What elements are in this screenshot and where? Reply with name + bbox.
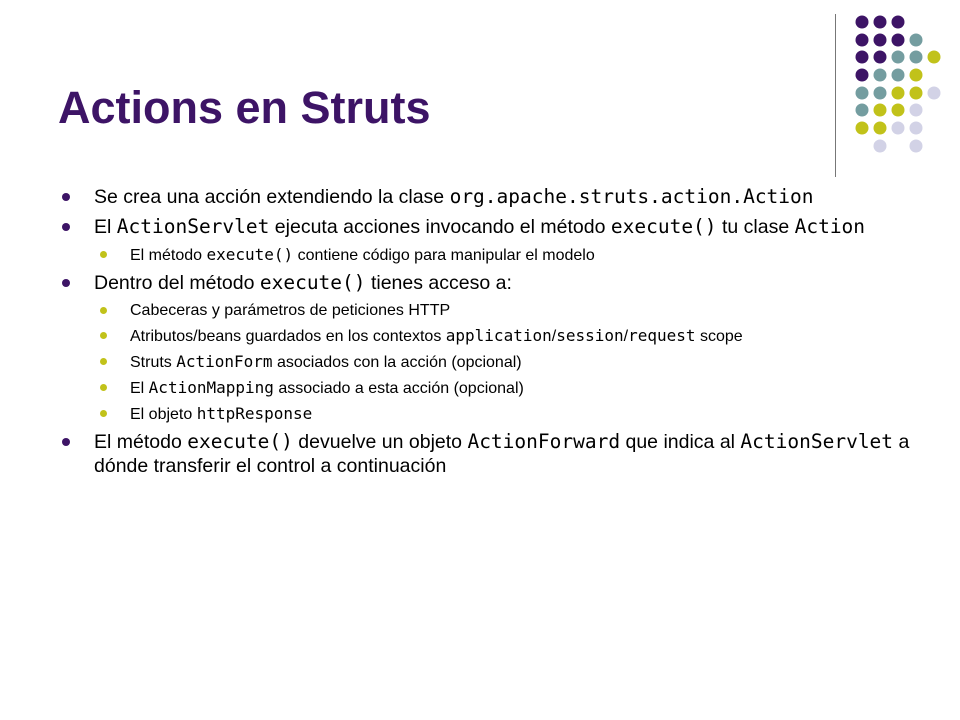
decorative-dot	[874, 69, 887, 82]
sub-bullet-text: Atributos/beans guardados en los contextos	[130, 328, 446, 345]
bullet-item	[60, 185, 940, 209]
decorative-dot	[892, 34, 905, 47]
code-text: application	[445, 326, 552, 345]
sub-bullet-marker	[100, 358, 107, 365]
code-text: ActionServlet	[116, 215, 270, 238]
sub-bullet-marker	[100, 332, 107, 339]
decorative-dot	[856, 87, 869, 100]
bullet-item	[60, 215, 940, 265]
bullet-item	[60, 430, 940, 478]
sub-bullet-item	[60, 326, 940, 346]
sub-bullet-marker	[100, 384, 107, 391]
code-text: execute()	[259, 271, 366, 294]
decorative-dot	[874, 51, 887, 64]
decorative-dot	[910, 104, 923, 117]
code-text: ActionServlet	[740, 430, 894, 453]
code-text: Action	[794, 215, 866, 238]
bullet-item	[60, 271, 940, 424]
vertical-divider	[835, 14, 836, 177]
slide-body	[60, 185, 940, 484]
decorative-dot	[874, 122, 887, 135]
bullet-text: tu clase	[716, 216, 795, 238]
decorative-dot	[892, 16, 905, 29]
decorative-dot	[892, 104, 905, 117]
decorative-dot	[910, 34, 923, 47]
sub-bullet-text: Struts	[130, 354, 177, 371]
code-text: ActionMapping	[148, 378, 274, 397]
decorative-dot	[874, 34, 887, 47]
decorative-dot	[856, 69, 869, 82]
decorative-dot	[910, 87, 923, 100]
decorative-dot	[856, 122, 869, 135]
decorative-dot	[892, 51, 905, 64]
decorative-dot	[856, 16, 869, 29]
sub-bullet-text: scope	[695, 328, 743, 345]
decorative-dot	[874, 104, 887, 117]
decorative-dot	[874, 16, 887, 29]
code-text: execute()	[206, 245, 294, 264]
sub-bullet-text: /	[551, 328, 557, 345]
sub-bullet-text: /	[623, 328, 629, 345]
decorative-dot	[892, 87, 905, 100]
sub-bullet-item	[60, 245, 940, 265]
bullet-text: Se crea una acción extendiendo la clase	[94, 186, 450, 208]
code-text: execute()	[610, 215, 717, 238]
sub-bullet-text: El	[130, 380, 149, 397]
decorative-dot	[892, 69, 905, 82]
bullet-text: El método	[94, 431, 188, 453]
decorative-dot	[856, 51, 869, 64]
code-text: request	[628, 326, 696, 345]
sub-bullet-text: asociados con la acción (opcional)	[272, 354, 522, 371]
decorative-dot	[910, 122, 923, 135]
code-text: ActionForm	[176, 352, 273, 371]
code-text: httpResponse	[196, 404, 313, 423]
decorative-dot	[892, 122, 905, 135]
sub-bullet-text: El método	[130, 247, 207, 264]
sub-bullet-item	[60, 301, 940, 320]
code-text: ActionForward	[467, 430, 621, 453]
decorative-dot	[928, 87, 941, 100]
decorative-dot	[910, 140, 923, 153]
decorative-dot	[874, 140, 887, 153]
decorative-dot	[874, 87, 887, 100]
sub-bullet-marker	[100, 251, 107, 258]
bullet-text: a dónde transferir el control a continuación	[94, 431, 910, 477]
sub-bullet-text: associado a esta acción (opcional)	[273, 380, 524, 397]
bullet-text: que indica al	[620, 431, 741, 453]
bullet-text: ejecuta acciones invocando el método	[269, 216, 611, 238]
decorative-dot	[928, 51, 941, 64]
slide-title: Actions en Struts	[58, 82, 431, 133]
bullet-text: Dentro del método	[94, 272, 260, 294]
bullet-marker	[62, 438, 70, 446]
bullet-marker	[62, 223, 70, 231]
decorative-dot	[910, 51, 923, 64]
decorative-dot	[910, 69, 923, 82]
bullet-marker	[62, 279, 70, 287]
code-text: execute()	[187, 430, 293, 453]
sub-bullet-marker	[100, 410, 107, 417]
bullet-text: devuelve un objeto	[292, 431, 468, 453]
decorative-dot	[856, 34, 869, 47]
code-text: org.apache.struts.action.Action	[449, 185, 814, 208]
code-text: session	[556, 326, 624, 345]
sub-bullet-item	[60, 378, 940, 398]
sub-bullet-marker	[100, 307, 107, 314]
bullet-text: tienes acceso a:	[365, 272, 512, 294]
bullet-marker	[62, 193, 70, 201]
sub-bullet-item	[60, 404, 940, 424]
sub-bullet-text: Cabeceras y parámetros de peticiones HTTP	[130, 302, 451, 319]
sub-bullet-text: El objeto	[130, 406, 197, 423]
sub-bullet-text: contiene código para manipular el modelo	[293, 247, 595, 264]
decorative-dot	[856, 104, 869, 117]
sub-bullet-item	[60, 352, 940, 372]
bullet-text: El	[94, 216, 117, 238]
